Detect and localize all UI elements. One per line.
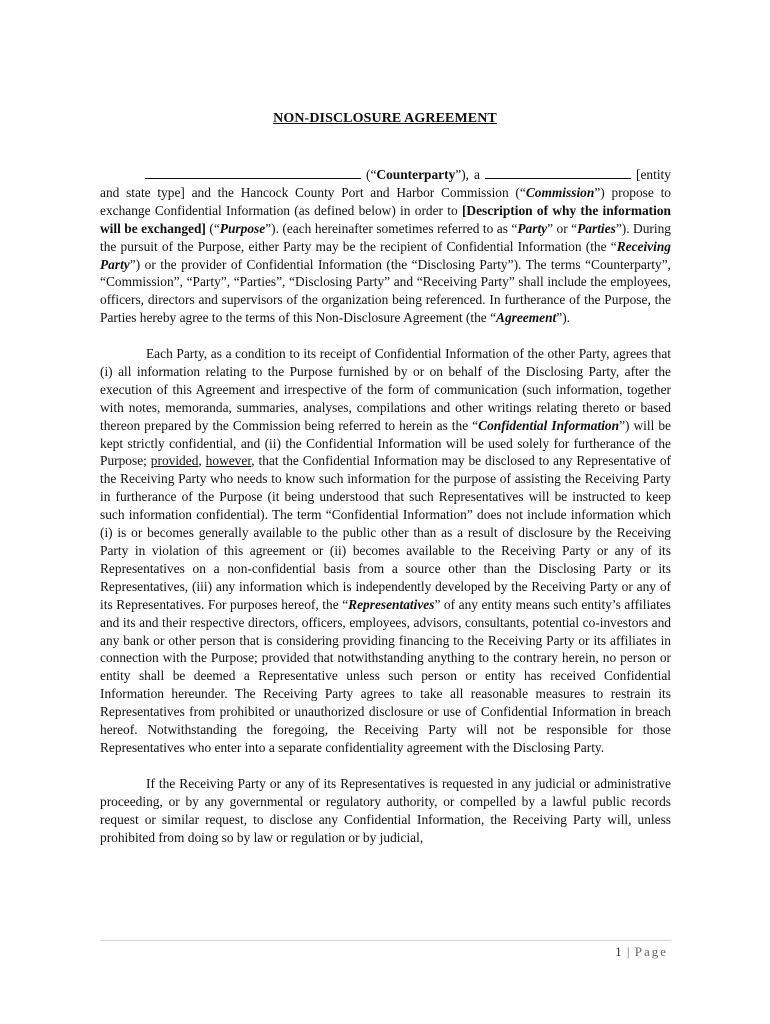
text-span: ” or “ — [547, 220, 578, 236]
intro-paragraph — [100, 166, 671, 327]
document-body — [100, 166, 671, 846]
text-span: (“ — [205, 220, 220, 236]
text-span: , that the Confidential Information may be disclosed to any Representative of the Receiving Party who needs to know such information for the purpose of assisting the Receiving Party in furtherance of the Purpose (it being understood that such Representatives will be instructed to keep such information confidential). The term “Confidential Information” does not include information which (i) is or becomes generally available to the public other than as a result of disclosure by the Receiving Party in violation of this agreement or (ii) becomes available to the Receiving Party or any of its Representatives on a non-confidential basis from a source other than the Disclosing Party or its Representatives, (iii) any information which is independently developed by the Receiving Party or any of its Representatives. For purposes hereof, the “ — [100, 453, 671, 612]
defined-term-receiving-party: Receiving Party — [100, 238, 671, 272]
text-span: ”). During the pursuit of the Purpose, either Party may be the recipient of Confidential Information (the “ — [100, 220, 671, 254]
defined-term-counterparty: Counterparty — [376, 167, 456, 182]
document-title: NON-DISCLOSURE AGREEMENT — [273, 111, 497, 126]
defined-term-parties: Parties — [577, 220, 616, 236]
page-label: Page — [634, 944, 668, 959]
text-span: Each Party, as a condition to its receipt of Confidential Information of the other Party, agrees that (i) all information relating to the Purpose furnished by or on behalf of the Disclosing Party, after the execution of this Agreement and irrespective of the form of communication (such information, together with notes, memoranda, summaries, analyses, compilations and other writings relating thereto or based thereon prepared by the Commission being referred to herein as the “ — [100, 346, 671, 433]
text-span: ”). — [556, 310, 571, 326]
text-span: ” of any entity means such entity’s affiliates and its and their respective directors, officers, employees, advisors, consultants, potential co-investors and any bank or other person that is considering providing financing to the Receiving Party or its affiliates in connection with the Purpose; provided that notwithstanding anything to the contrary herein, no person or entity shall be deemed a Representative unless such person or entity has received Confidential Information hereunder. The Receiving Party agrees to take all reasonable measures to restrain its Representatives from prohibited or unauthorized disclosure or use of Confidential Information in breach hereof. Notwithstanding the foregoing, the Receiving Party will not be responsible for those Representatives who enter into a separate confidentiality agreement with the Disclosing Party. — [100, 596, 672, 755]
footer-divider — [100, 940, 671, 941]
page-number: 1 — [615, 944, 622, 959]
text-span: ”). (each hereinafter sometimes referred to as “ — [265, 220, 518, 236]
text-span: , — [198, 453, 206, 469]
page-footer — [615, 944, 668, 960]
however-term: however — [205, 453, 252, 469]
defined-term-confidential-information: Confidential Information — [478, 417, 620, 433]
text-span: (“ — [361, 167, 377, 182]
footer-separator: | — [626, 944, 630, 959]
text-span: ”) propose to exchange Confidential Information (as defined below) in order to — [100, 184, 671, 218]
text-span: [entity and state type] and the Hancock County Port and Harbor Commission (“ — [100, 167, 671, 200]
defined-term-purpose: Purpose — [219, 220, 266, 236]
text-span: ”) or the provider of Confidential Information (the “Disclosing Party”). The terms “Counterparty”, “Commission”, “Party”, “Parties”, “Disclosing Party” and “Receiving Party” shall include the employees, officers, directors and supervisors of the organization being referenced. In furtherance of the Purpose, the Parties hereby agree to the terms of this Non-Disclosure Agreement (the “ — [100, 256, 671, 326]
defined-term-representatives: Representatives — [348, 596, 435, 612]
defined-term-party: Party — [517, 220, 548, 236]
purpose-description-placeholder: [Description of why the information will be exchanged] — [100, 202, 671, 236]
confidentiality-paragraph — [100, 345, 671, 757]
defined-term-commission: Commission — [525, 184, 595, 200]
entity-type-blank — [485, 167, 631, 179]
legal-request-paragraph: If the Receiving Party or any of its Representatives is requested in any judicial or administrative proceeding, or by any governmental or regulatory authority, or compelled by a lawful public records request or similar request, to disclose any Confidential Information, the Receiving Party will, unless prohibited from doing so by law or regulation or by judicial, — [100, 775, 671, 845]
defined-term-agreement: Agreement — [496, 310, 557, 326]
text-span: ”) will be kept strictly confidential, and (ii) the Confidential Information will be used solely for furtherance of the Purpose; — [100, 417, 671, 469]
text-span: ”), a — [455, 167, 485, 182]
provided-term: provided — [150, 453, 199, 469]
counterparty-name-blank — [145, 167, 361, 179]
